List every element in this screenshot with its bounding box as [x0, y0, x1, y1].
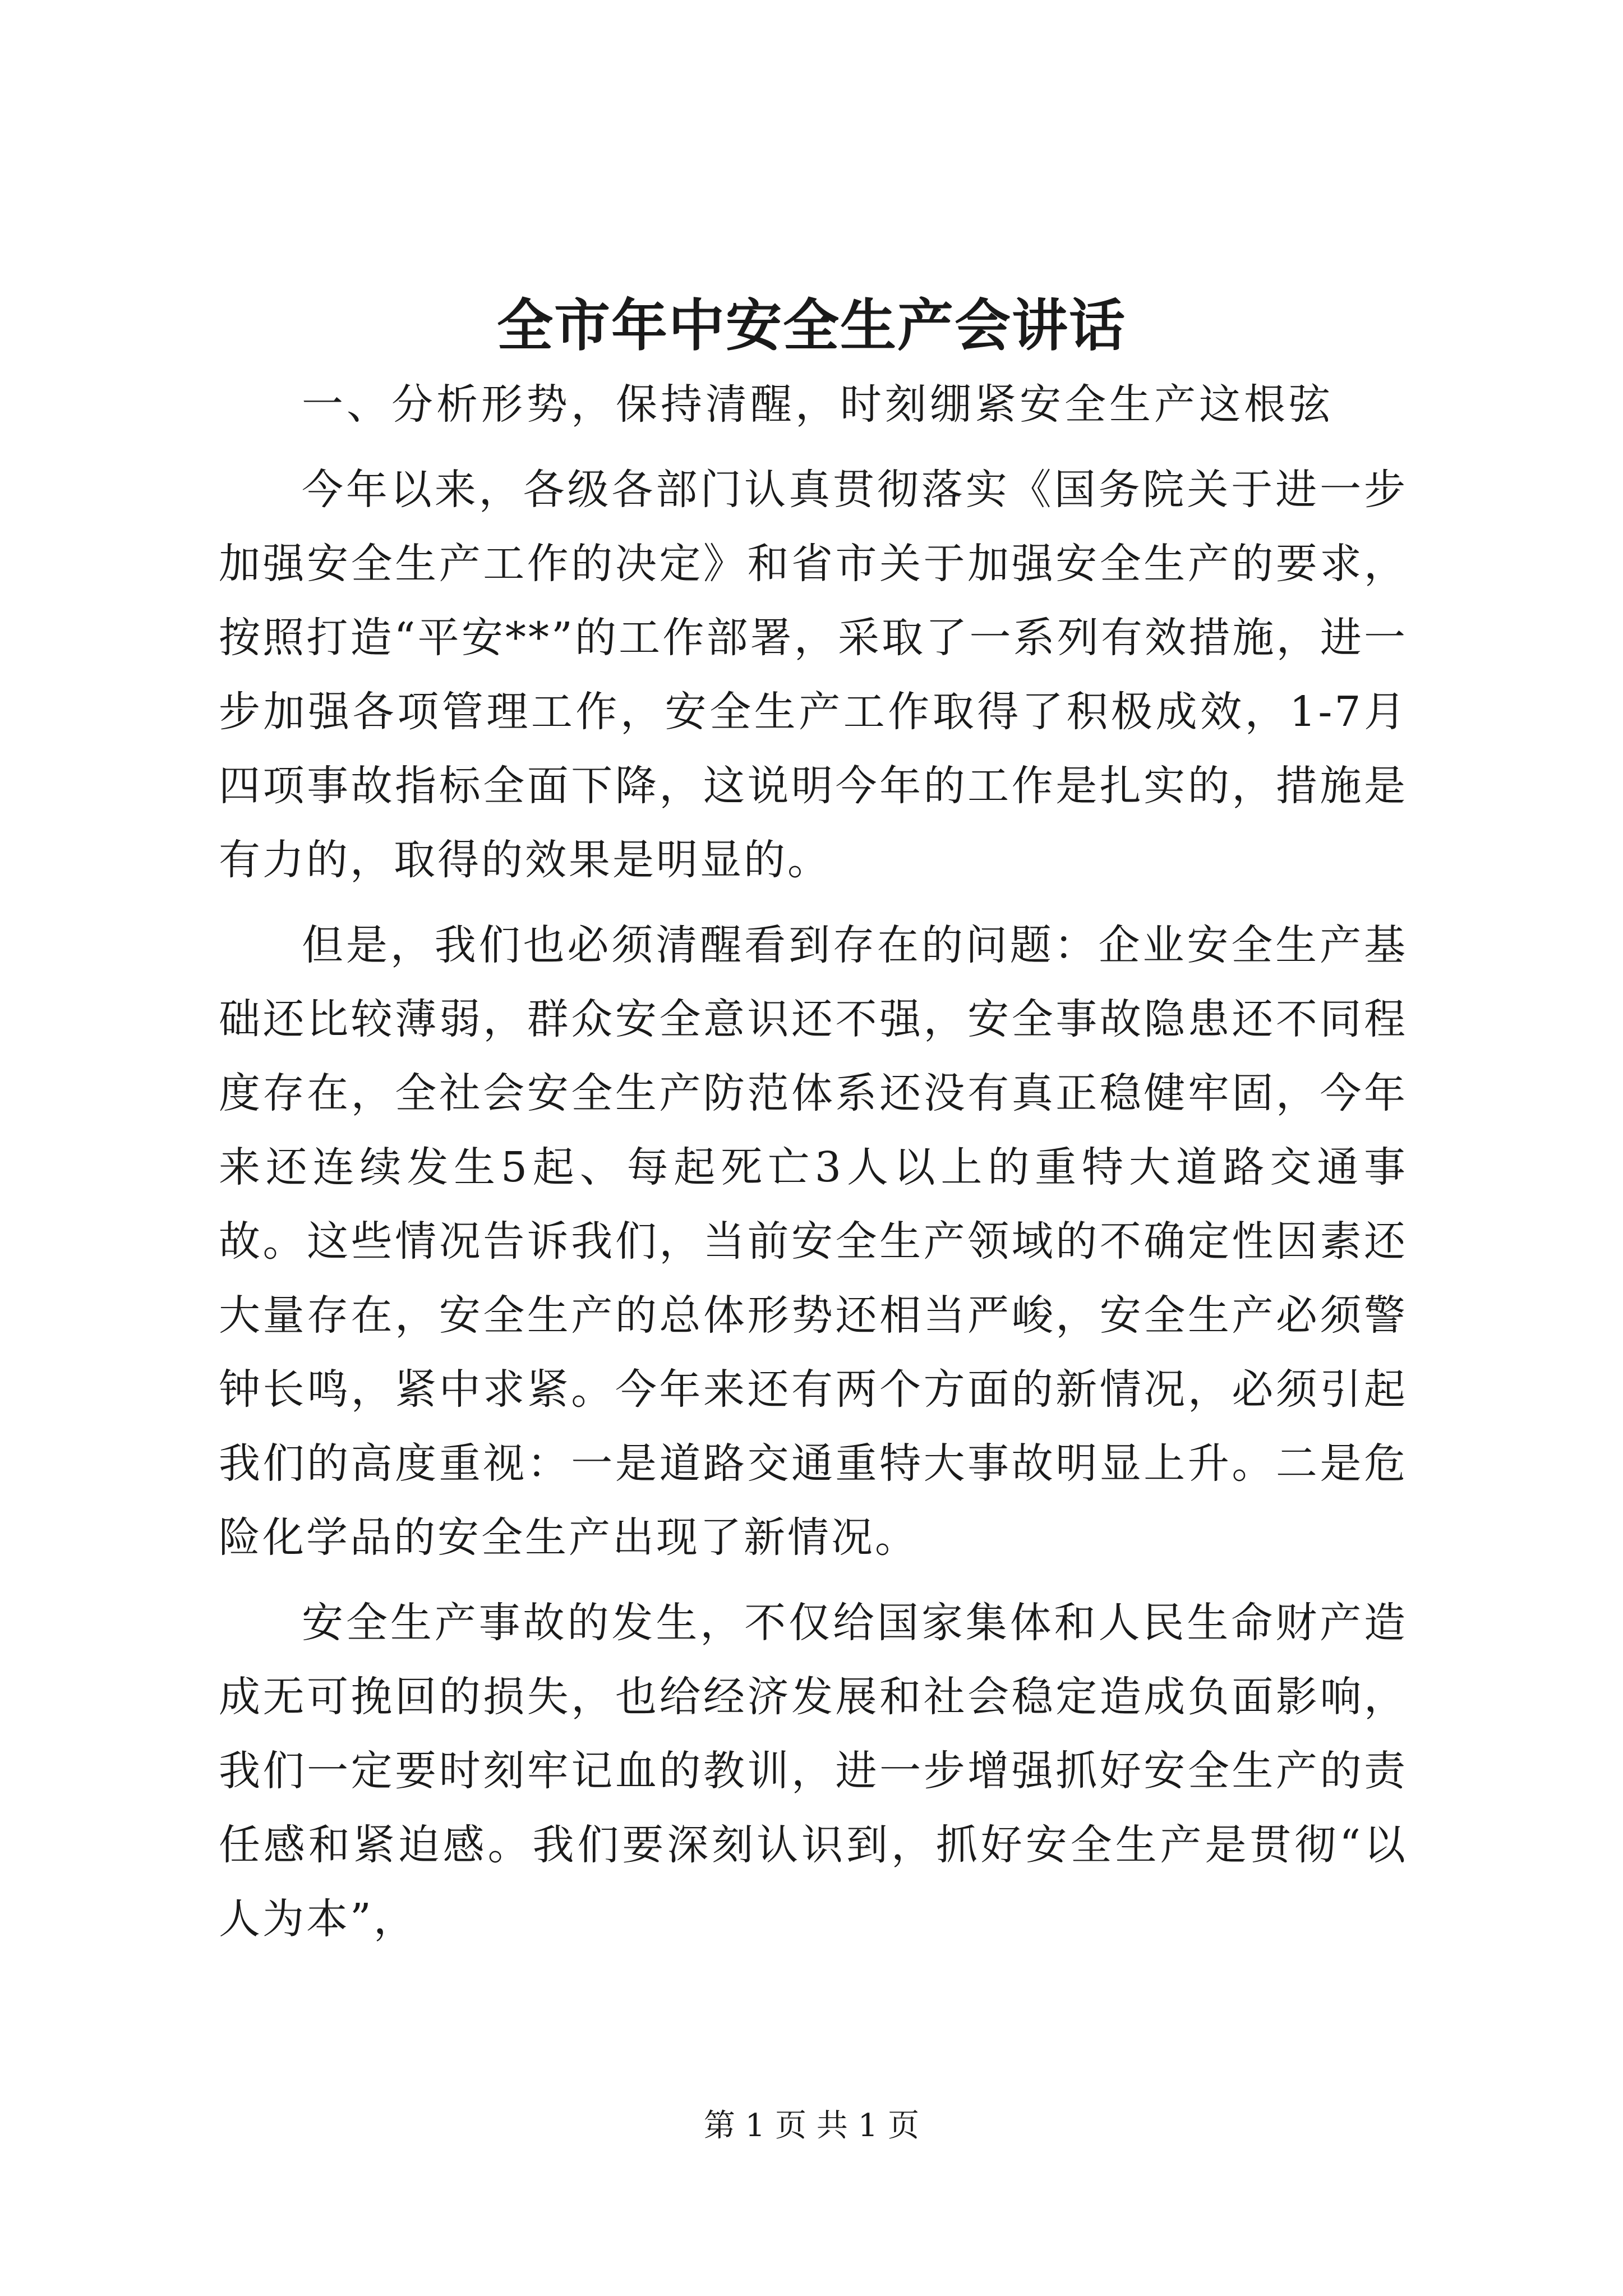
paragraph-1: 今年以来，各级各部门认真贯彻落实《国务院关于进一步加强安全生产工作的决定》和省市关于加强安全生产的要求，按照打造“平安**”的工作部署，采取了一系列有效措施，进一步加强各项管理工作，安全生产工作取得了积极成效，1-7月四项事故指标全面下降，这说明今年的工作是扎实的，措施是有力的，取得的效果是明显的。 [219, 466, 1408, 884]
document-body [219, 367, 1408, 1956]
page-footer: 第 1 页 共 1 页 [703, 2108, 920, 2144]
section-heading: 一、分析形势，保持清醒，时刻绷紧安全生产这根弦 [302, 380, 1334, 429]
paragraph-2: 但是，我们也必须清醒看到存在的问题：企业安全生产基础还比较薄弱，群众安全意识还不强，安全事故隐患还不同程度存在，全社会安全生产防范体系还没有真正稳健牢固，今年来还连续发生5起、每起死亡3人以上的重特大道路交通事故。这些情况告诉我们，当前安全生产领域的不确定性因素还大量存在，安全生产的总体形势还相当严峻，安全生产必须警钟长鸣，紧中求紧。今年来还有两个方面的新情况，必须引起我们的高度重视：一是道路交通重特大事故明显上升。二是危险化学品的安全生产出现了新情况。 [219, 921, 1408, 1562]
document-title: 全市年中安全生产会讲话 [497, 292, 1126, 358]
paragraph-3: 安全生产事故的发生，不仅给国家集体和人民生命财产造成无可挽回的损失，也给经济发展和社会稳定造成负面影响，我们一定要时刻牢记血的教训，进一步增强抓好安全生产的责任感和紧迫感。我们要深刻认识到，抓好安全生产是贯彻“以人为本”， [219, 1599, 1408, 1943]
